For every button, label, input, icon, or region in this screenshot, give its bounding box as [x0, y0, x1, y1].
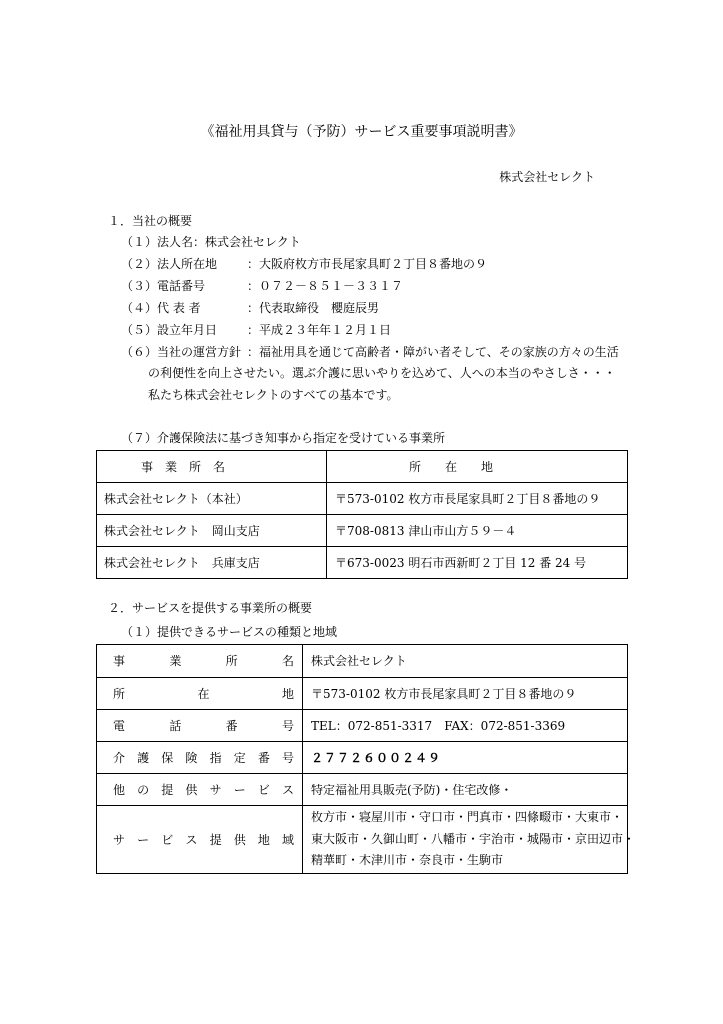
- policy-continuation: 私たち株式会社セレクトのすべての基本です。: [148, 387, 399, 402]
- overview-item-corporate-name: （１）法人名：株式会社セレクト: [121, 235, 301, 249]
- header-office-name: 事 業 所 名: [97, 451, 327, 483]
- table-row: [97, 483, 628, 515]
- offices-caption: （７）介護保険法に基づき知事から指定を受けている事業所: [121, 431, 446, 445]
- overview-label: （２）法人所在地: [121, 257, 218, 271]
- label-service-area: サービス提供地域: [97, 806, 303, 874]
- overview-item-policy: [121, 341, 619, 363]
- value-other-services: 特定福祉用具販売(予防)・住宅改修・: [303, 774, 628, 806]
- value-designation-number: ２７７２６００２４９: [303, 742, 628, 774]
- value-service-area: [303, 806, 636, 874]
- overview-value: ：０７２－８５１－３３１７: [247, 279, 404, 293]
- overview-value: ：平成２３年年１２月１日: [247, 323, 392, 337]
- value-office-name: 株式会社セレクト: [303, 645, 628, 678]
- table-row: [97, 774, 628, 806]
- office-name-cell: 株式会社セレクト（本社）: [97, 483, 327, 515]
- overview-value: ：代表取締役 櫻庭辰男: [247, 301, 380, 315]
- label-phone: 電話番号: [97, 710, 303, 742]
- value-phone: TEL：072-851-3317 FAX：072-851-3369: [303, 710, 628, 742]
- table-row: [97, 645, 628, 678]
- company-overview-list: [121, 231, 619, 406]
- overview-value: ：大阪府枚方市長尾家具町２丁目８番地の９: [247, 257, 488, 271]
- service-area-line: 東大阪市・久御山町・八幡市・宇治市・城陽市・京田辺市・: [311, 831, 636, 846]
- table-row: [97, 710, 628, 742]
- table-row: [97, 806, 628, 874]
- service-office-table: [96, 644, 636, 874]
- office-name-cell: 株式会社セレクト 岡山支店: [97, 515, 327, 547]
- office-address-cell: 〒708-0813 津山市山方５９－４: [327, 515, 628, 547]
- overview-label: （３）電話番号: [121, 279, 206, 293]
- overview-item-address: [121, 253, 619, 275]
- company-name: 株式会社セレクト: [499, 170, 595, 184]
- label-office-name: 事業所名: [97, 645, 303, 678]
- table-row: [97, 742, 628, 774]
- service-area-line: 枚方市・寝屋川市・守口市・門真市・四條畷市・大東市・: [311, 810, 624, 825]
- overview-item-representative: [121, 297, 619, 319]
- label-address: 所在地: [97, 678, 303, 710]
- office-address-cell: 〒573-0102 枚方市長尾家具町２丁目８番地の９: [327, 483, 628, 515]
- header-location: 所 在 地: [327, 451, 628, 483]
- overview-label: （６）当社の運営方針: [121, 345, 242, 359]
- label-designation-number: 介護保険指定番号: [97, 742, 303, 774]
- value-address: 〒573-0102 枚方市長尾家具町２丁目８番地の９: [303, 678, 628, 710]
- label-other-services: 他の提供サービス: [97, 774, 303, 806]
- overview-item-established: [121, 319, 619, 341]
- document-title: 《福祉用具貸与（予防）サービス重要事項説明書》: [200, 124, 523, 140]
- overview-value: ：福祉用具を通じて高齢者・障がい者そして、その家族の方々の生活: [247, 345, 619, 359]
- overview-label: （４）代 表 者: [121, 301, 201, 315]
- office-address-cell: 〒673-0023 明石市西新町２丁目 12 番 24 号: [327, 547, 628, 579]
- section2-heading: ２．サービスを提供する事業所の概要: [108, 601, 313, 615]
- section1-heading: １．当社の概要: [108, 214, 193, 228]
- overview-label: （５）設立年月日: [121, 323, 218, 337]
- table-header-row: [97, 451, 628, 483]
- office-name-cell: 株式会社セレクト 兵庫支店: [97, 547, 327, 579]
- overview-item-phone: [121, 275, 619, 297]
- designated-offices-table: [96, 450, 628, 579]
- policy-continuation: の利便性を向上させたい。選ぶ介護に思いやりを込めて、人への本当のやさしさ・・・: [148, 366, 616, 380]
- section2-subheading: （１）提供できるサービスの種類と地域: [121, 625, 338, 639]
- table-row: [97, 547, 628, 579]
- table-row: [97, 515, 628, 547]
- table-row: [97, 678, 628, 710]
- service-area-line: 精華町・木津川市・奈良市・生駒市: [311, 853, 504, 868]
